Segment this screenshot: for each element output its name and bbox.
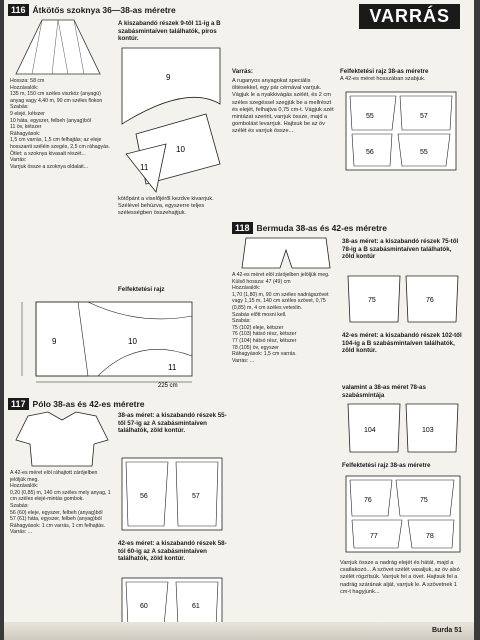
right-78-note: valamint a 38-as méret 78-as szabásmintája — [342, 384, 426, 399]
right-layout-title-2: Felfektetési rajz 38-as méretre — [342, 462, 431, 469]
right-38-lead: 38-as méret: a kiszabandó részek 75-től 78-ig a B szabásmintaíven találhatók, zöld kontúr — [342, 238, 459, 261]
svg-text:9: 9 — [166, 73, 171, 82]
section-118-heading: Bermuda 38-as és 42-es méretre — [256, 223, 387, 233]
polo-38-pattern — [118, 454, 226, 534]
bermuda-38-pattern — [342, 270, 466, 330]
bermuda-illustration — [236, 234, 336, 270]
right-layout-title: Felfektetési rajz 38-as méretre — [340, 68, 429, 75]
polo-illustration — [12, 410, 112, 468]
svg-text:11: 11 — [140, 163, 149, 172]
svg-text:10: 10 — [176, 145, 185, 154]
svg-text:55: 55 — [420, 149, 428, 156]
right-layout-size-note: A 42-es méret hosszában szabjuk. — [340, 76, 426, 82]
svg-text:9: 9 — [52, 337, 57, 346]
middle-sewing-text: A ruganyos anyagokat speciális öltésekkel, egy pár cérnával varrjuk. Vágjuk le a nyakkivágás szélét, és 2 cm széles szegéssel szegjük be a mellrészt és elejét, felhajtva 0,75 cm-t. Vágjuk szét mintázat szerint, varrjuk össze, majd a gombolást levarrjuk. Hajtsuk be az öv szélét és varrjuk össze... — [232, 78, 334, 135]
publication-name: Burda — [432, 627, 453, 634]
magazine-page — [4, 0, 474, 640]
page-bottom-strip — [4, 622, 474, 640]
right-tail-text: Varrjuk össze a nadrág elejét és hátát, majd a csatlakozó... A szövet szélét vasaljuk, az öv alsó szélét rögzítsük. Varrjuk fel a övet. Hajtsuk fel a nadrág szárának alját, varrjuk le. A szövetnek 1 cm-t hagyjunk... — [340, 560, 460, 595]
section-header: VARRÁS — [359, 4, 460, 29]
svg-text:60: 60 — [140, 603, 148, 610]
middle-sewing-title: Varrás: — [232, 68, 253, 75]
svg-text:104: 104 — [364, 427, 376, 434]
bermuda-42-pattern — [342, 398, 466, 458]
page-footer — [432, 627, 462, 634]
section-117-42-lead: 42-es méret: a kiszabandó részek 58-tól 60-ig az A szabásmintaíven találhatók, zöld kontúr. — [118, 540, 227, 563]
section-116-materials: Hossza: 58 cm Hozzávalók: 135 m, 150 cm széles viszkóz (anyagú) anyag vagy 4,40 m, 90 cm széles flokon Szabás: 9 elejé, kétszer 10 háta, egyszer, felbeh (anyag)ból 11 öv, kétszer Ráhagyások: 1,5 cm varrás, 1,5 cm felhajtás; az eleje hosszanti széléin szegés, 2,5 cm ráhagyás. Ötlet: a szoknya kivasalt részét... Varrás: Varrjuk össze a szoknya oldalait... — [10, 78, 111, 170]
svg-text:57: 57 — [192, 493, 200, 500]
section-118-number: 118 — [232, 222, 253, 234]
section-116-title — [8, 4, 176, 16]
svg-text:56: 56 — [366, 149, 374, 156]
section-118-title — [232, 222, 387, 234]
layout-dimension: 225 cm — [158, 383, 178, 388]
section-116-layout-title: Felfektetési rajz — [118, 286, 165, 293]
section-117-title — [8, 398, 145, 410]
svg-text:55: 55 — [366, 113, 374, 120]
svg-text:76: 76 — [426, 297, 434, 304]
svg-text:61: 61 — [192, 603, 200, 610]
section-116-pattern-pieces — [116, 44, 228, 194]
skirt-illustration — [12, 16, 104, 76]
right-42-lead: 42-es méret: a kiszabandó részek 102-től 104-ig a B szabásmintaíven találhatók, zöld kontúr. — [342, 332, 462, 355]
svg-text:75: 75 — [420, 497, 428, 504]
right-bottom-layout — [342, 472, 466, 558]
svg-text:57: 57 — [420, 113, 428, 120]
svg-text:103: 103 — [422, 427, 434, 434]
section-117-38-lead: 38-as méret: a kiszabandó részek 55-től 57-ig az A szabásmintaíven találhatók, zöld kontúr. — [118, 412, 227, 435]
section-116-lead: A kiszabandó részek 9-től 11-ig a B szabásmintaíven találhatók, piros kontúr. — [118, 20, 221, 43]
svg-text:77: 77 — [370, 533, 378, 540]
page-number: 51 — [454, 627, 462, 634]
section-116-note: kötőpánt a viselőjéről kezdve kivarrjuk. Szélével behúzva, egyszerre teljes szélességben összehajtjuk. — [118, 196, 214, 217]
section-117-materials: A 42-es méret elöl ráhajtott zárójelben jelöljük meg. Hozzávalók: 0,20 (0,85) m, 140 cm széles mely anyag, 1 cm széles elejé-mintás gombok. Szabás: 56 (60) eleje, egyszer, felbeh (anyag)ból 57 (61) háta, egyszer, felbeh (anyag)ból Ráhagyások: 1 cm varrás, 1 cm felhajtás. Varrás: ... — [10, 470, 111, 536]
section-116-number: 116 — [8, 4, 29, 16]
svg-text:11: 11 — [168, 363, 177, 372]
svg-text:78: 78 — [426, 533, 434, 540]
section-118-materials: A 42-es méret elöl zárójelben jelöljük meg. Külső hossza: 47 (49) cm Hozzávalók: 1,70 (1,80) m, 90 cm széles nadrágszövet vagy 1,15 m, 140 cm széles szövet, 0,75 (0,85) m, 4 cm széles vetexlin. Szabás előtt mosni kell. Szabás: 75 (102) eleje, kétszer 76 (103) hátsó rész, kétszer 77 (104) hátsó rész, kétszer 78 (105) öv, egyszer Ráhagyások: 1,5 cm varrás. Varrás: ... — [232, 272, 330, 364]
section-116-layout-drawing — [18, 296, 226, 388]
section-117-heading: Pólo 38-as és 42-es méretre — [32, 399, 145, 409]
svg-text:76: 76 — [364, 497, 372, 504]
section-116-heading: Átkötős szoknya 36—38-as méretre — [32, 5, 176, 15]
section-117-number: 117 — [8, 398, 29, 410]
svg-text:56: 56 — [140, 493, 148, 500]
svg-text:75: 75 — [368, 297, 376, 304]
right-top-layout — [342, 86, 468, 176]
svg-text:10: 10 — [128, 337, 137, 346]
